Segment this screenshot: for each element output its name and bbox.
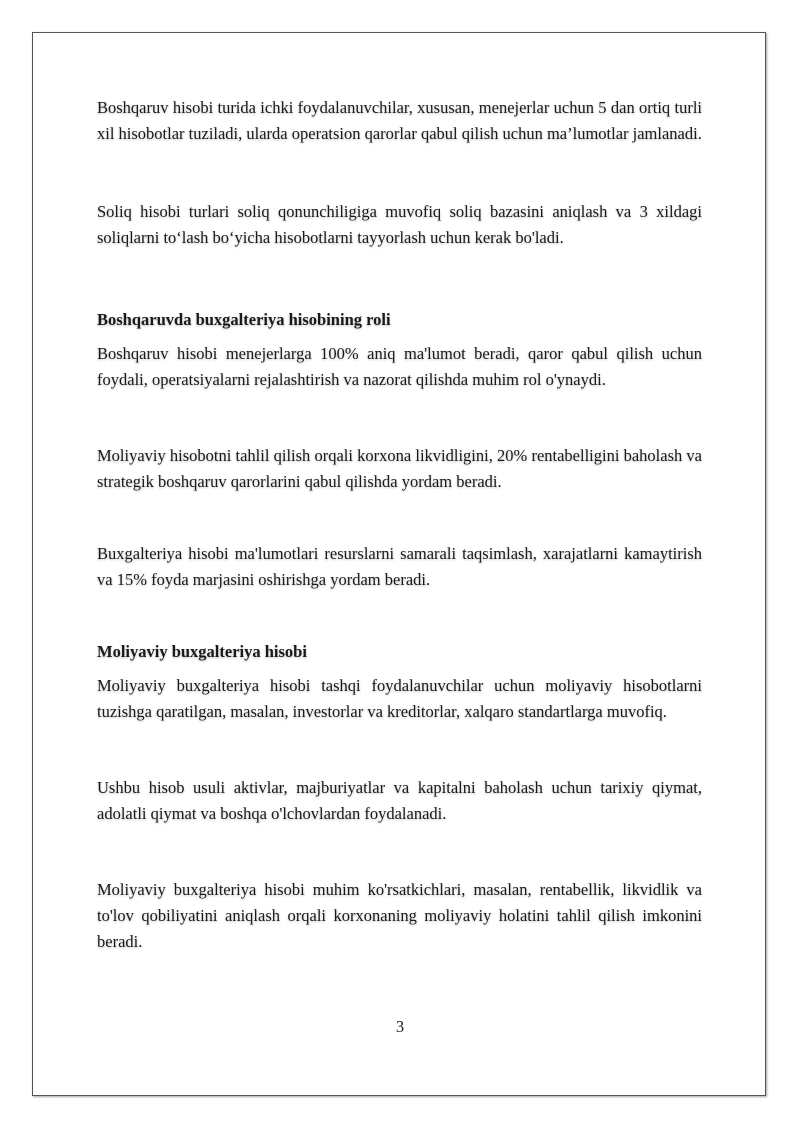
heading-financial-accounting: Moliyaviy buxgalteriya hisobi bbox=[97, 642, 307, 661]
paragraph-valuation-methods: Ushbu hisob usuli aktivlar, majburiyatlar va kapitalni baholash uchun tarixiy qiymat, adolatli qiymat va boshqa o'lchovlardan foydalanadi. bbox=[97, 778, 702, 823]
paragraph-external-users: Moliyaviy buxgalteriya hisobi tashqi foydalanuvchilar uchun moliyaviy hisobotlarni tuzishga qaratilgan, masalan, investorlar va kreditorlar, xalqaro standartlarga muvofiq. bbox=[97, 676, 702, 721]
paragraph-financial-analysis: Moliyaviy hisobotni tahlil qilish orqali korxona likvidligini, 20% rentabelligini baholash va strategik boshqaruv qarorlarini qabul qilishda yordam beradi. bbox=[97, 446, 702, 491]
paragraph-management-accuracy: Boshqaruv hisobi menejerlarga 100% aniq ma'lumot beradi, qaror qabul qilish uchun foydali, operatsiyalarni rejalashtirish va nazorat qilishda muhim rol o'ynaydi. bbox=[97, 344, 702, 389]
paragraph-resource-allocation: Buxgalteriya hisobi ma'lumotlari resurslarni samarali taqsimlash, xarajatlarni kamaytirish va 15% foyda marjasini oshirishga yordam beradi. bbox=[97, 544, 702, 589]
document-body bbox=[97, 95, 702, 955]
paragraph-key-indicators: Moliyaviy buxgalteriya hisobi muhim ko'rsatkichlari, masalan, rentabellik, likvidlik va to'lov qobiliyatini aniqlash orqali korxonaning moliyaviy holatini tahlil qilish imkonini beradi. bbox=[97, 880, 702, 951]
page-number: 3 bbox=[395, 1017, 405, 1036]
paragraph-tax-accounting: Soliq hisobi turlari soliq qonunchiligiga muvofiq soliq bazasini aniqlash va 3 xildagi soliqlarni to‘lash bo‘yicha hisobotlarni tayyorlash uchun kerak bo'ladi. bbox=[97, 202, 702, 247]
paragraph-management-reports: Boshqaruv hisobi turida ichki foydalanuvchilar, xususan, menejerlar uchun 5 dan ortiq turli xil hisobotlar tuziladi, ularda operatsion qarorlar qabul qilish uchun ma’lumotlar jamlanadi. bbox=[97, 98, 702, 143]
heading-accounting-role: Boshqaruvda buxgalteriya hisobining roli bbox=[97, 310, 391, 329]
